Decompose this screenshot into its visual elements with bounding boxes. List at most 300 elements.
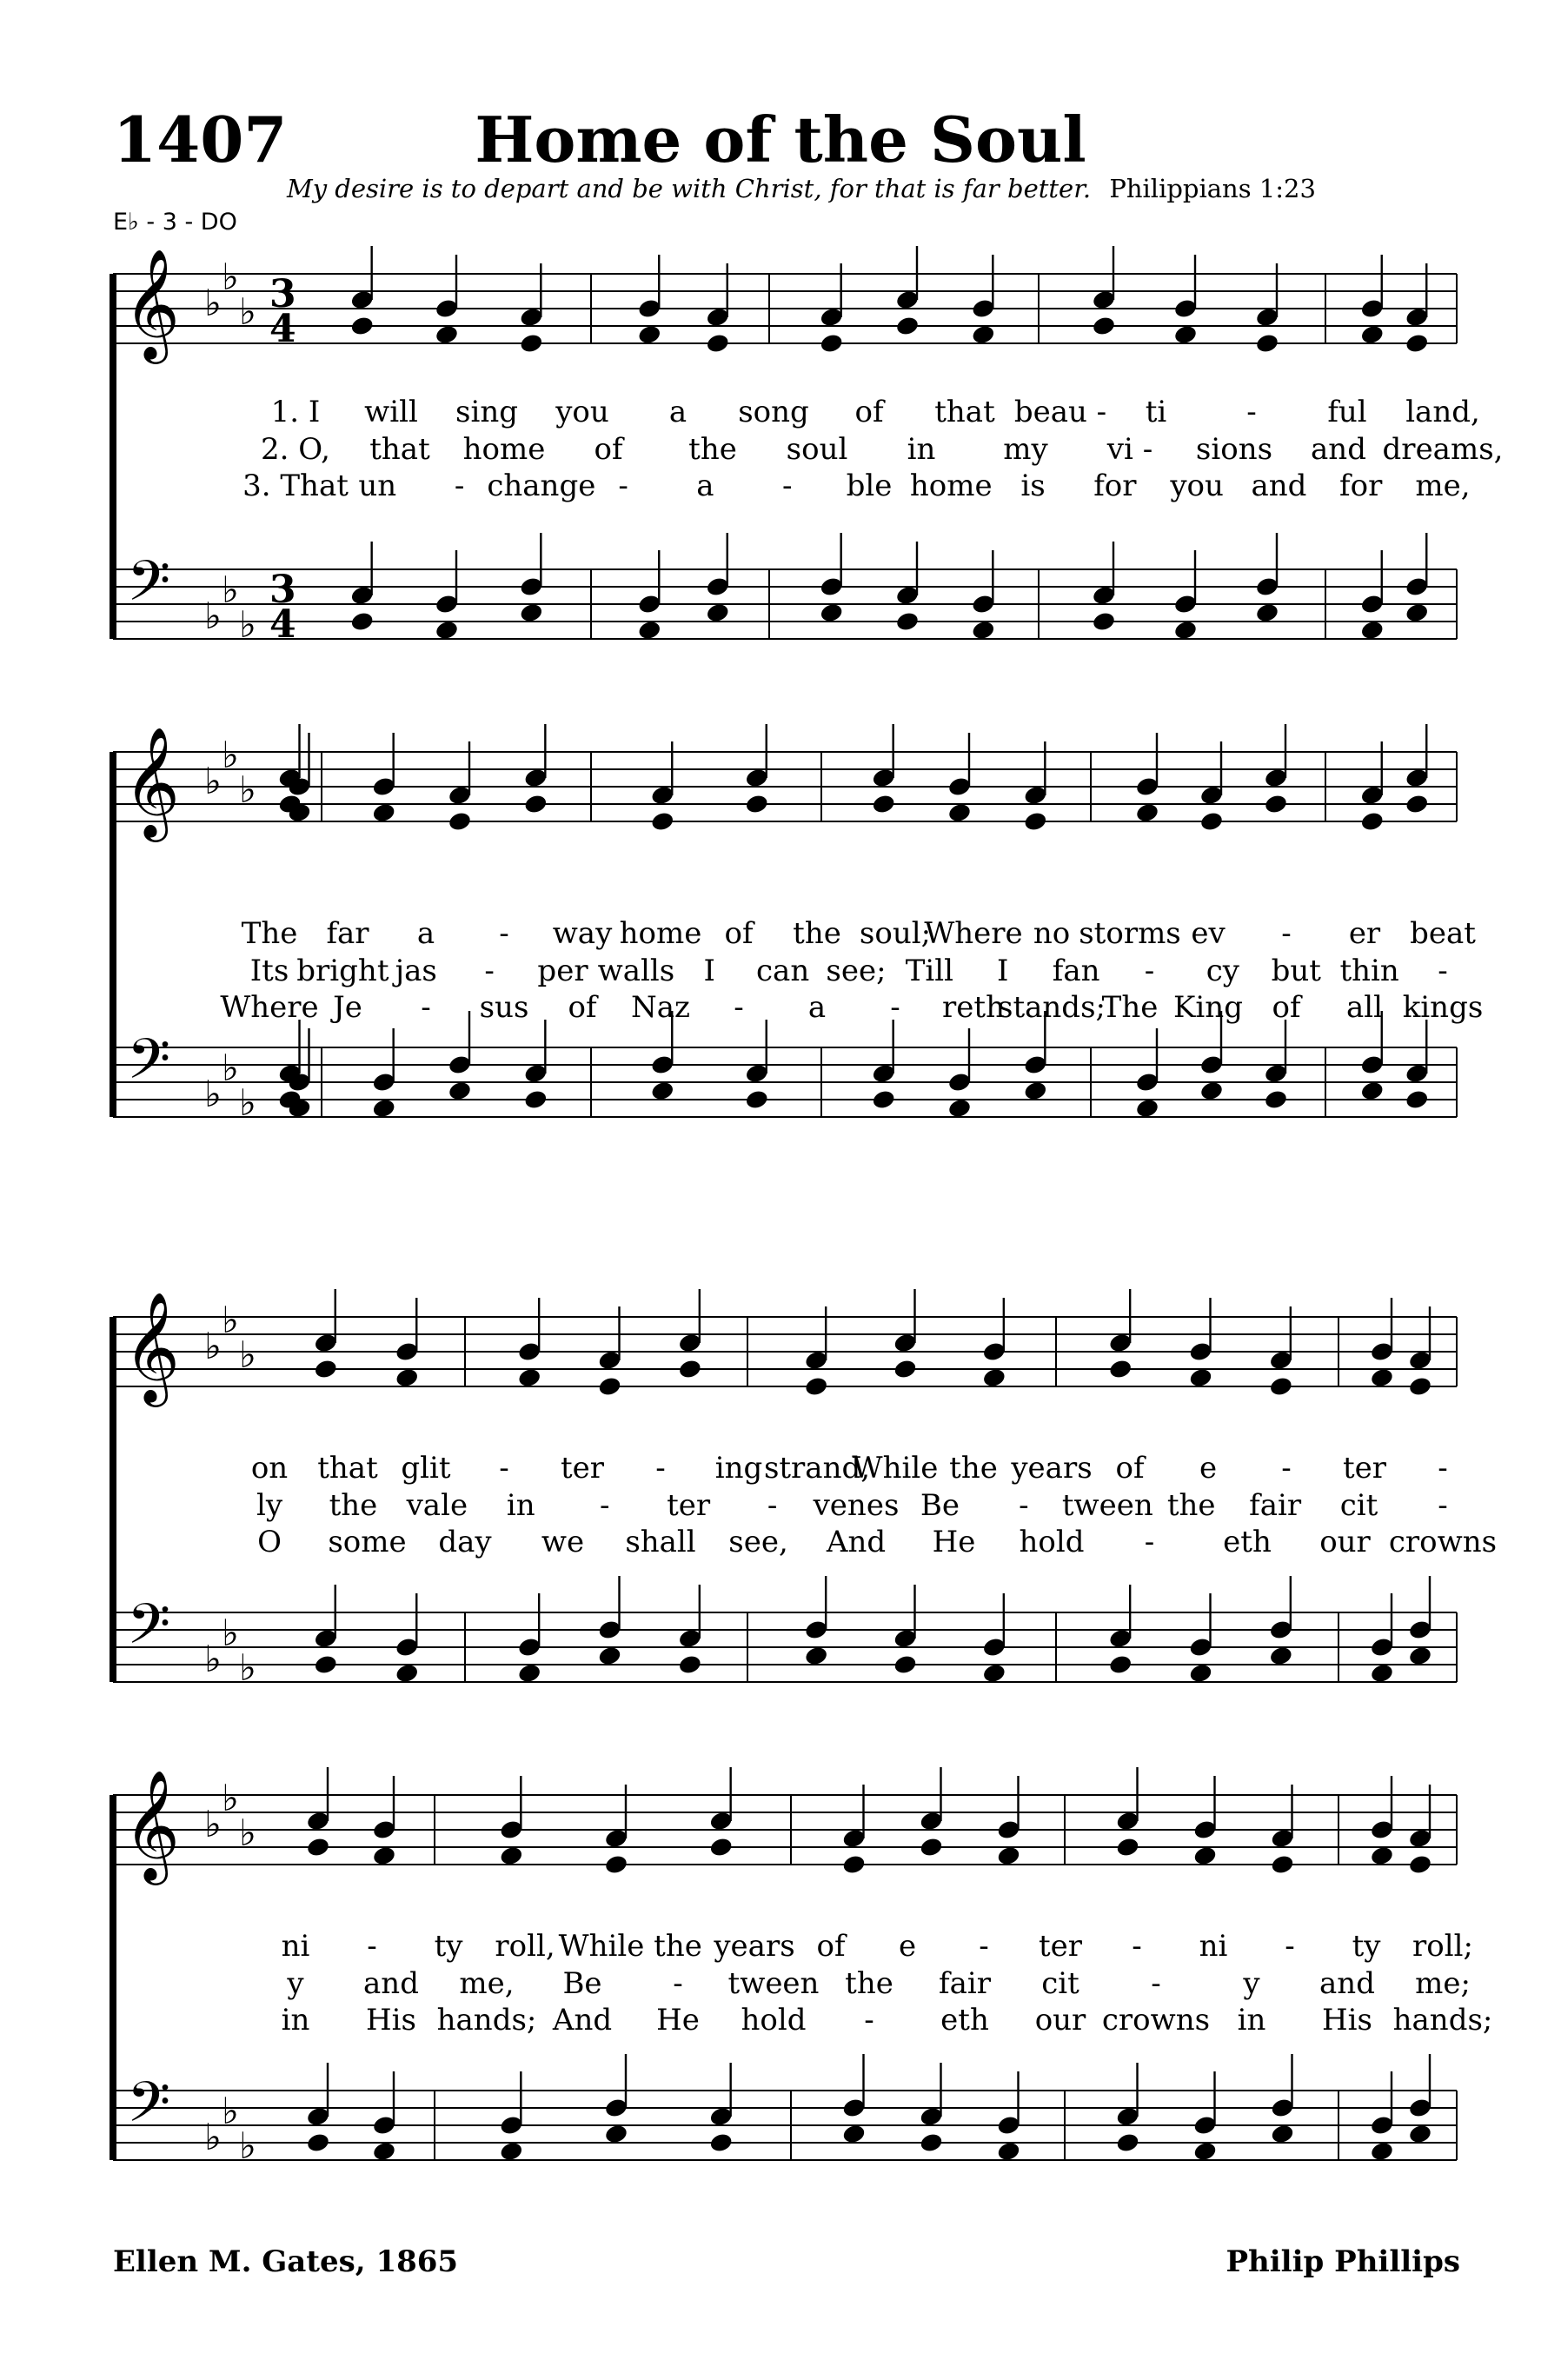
lyric-syllable: The: [1101, 990, 1159, 1025]
alto-note: [895, 315, 920, 336]
time-signature-bottom: 4: [269, 602, 296, 647]
lyric-syllable: er: [1348, 916, 1381, 951]
bass-note: [637, 619, 662, 641]
lyric-syllable: dreams,: [1382, 432, 1504, 467]
lyric-syllable: -: [864, 2003, 874, 2038]
alto-note: [1135, 801, 1160, 823]
lyric-syllable: will: [364, 395, 418, 429]
bass-note: [895, 610, 920, 632]
flat-icon: ♭: [239, 1646, 256, 1689]
lyric-syllable: I: [703, 954, 715, 988]
lyric-syllable: reth: [942, 990, 1005, 1025]
alto-note: [448, 810, 473, 832]
lyric-syllable: we: [541, 1525, 585, 1559]
lyric-syllable: walls: [597, 954, 675, 988]
lyric-syllable: cit: [1041, 1966, 1079, 2001]
lyric-syllable: -: [1151, 1966, 1161, 2001]
bass-note: [523, 1088, 548, 1110]
system-brace: [110, 1317, 116, 1682]
lyric-syllable: The: [241, 916, 298, 951]
treble-clef-icon: 𝄞: [123, 248, 181, 359]
lyric-syllable: sus: [479, 990, 529, 1025]
lyric-syllable: O: [257, 1525, 282, 1559]
bass-clef-icon: 𝄢: [127, 1027, 171, 1106]
lyric-syllable: Be: [920, 1488, 960, 1523]
lyric-syllable: the: [1166, 1488, 1216, 1523]
time-signature-bottom: 4: [269, 307, 296, 351]
lyric-syllable: shall: [625, 1525, 696, 1559]
bass-note: [650, 1080, 675, 1101]
lyric-syllable: ing: [714, 1451, 763, 1486]
lyric-syllable: home: [462, 432, 546, 467]
lyric-syllable: ter: [1342, 1451, 1387, 1486]
lyric-syllable: day: [438, 1525, 492, 1559]
alto-note: [313, 1358, 338, 1379]
lyric-syllable: the: [654, 1929, 702, 1964]
flat-icon: ♭: [239, 1081, 256, 1124]
lyric-syllable: beat: [1410, 916, 1476, 951]
lyric-syllable: and: [1319, 1966, 1375, 2001]
lyric-syllable: of: [1272, 990, 1301, 1025]
lyric-syllable: Je: [333, 990, 362, 1025]
alto-note: [819, 332, 844, 354]
lyric-syllable: in: [281, 2003, 310, 2038]
composer-credit: Philip Phillips: [1226, 2244, 1460, 2279]
lyric-syllable: ty: [1352, 1929, 1381, 1964]
lyric-syllable: far: [326, 916, 369, 951]
alto-note: [1405, 793, 1430, 814]
lyric-syllable: ni: [281, 1929, 310, 1964]
bass-note: [1135, 1097, 1160, 1119]
bass-note: [448, 1080, 473, 1101]
bass-clef-icon: 𝄢: [127, 1592, 171, 1671]
alto-note: [705, 332, 730, 354]
lyric-syllable: me,: [459, 1966, 515, 2001]
lyric-syllable: soul;: [859, 916, 932, 951]
lyric-syllable: stands;: [998, 990, 1106, 1025]
lyric-syllable: in: [506, 1488, 535, 1523]
alto-note: [1192, 1845, 1218, 1866]
bass-note: [1188, 1662, 1213, 1684]
time-signature-top: 3: [269, 272, 296, 316]
lyric-syllable: on: [250, 1451, 289, 1486]
flat-icon: ♭: [204, 1803, 222, 1845]
alto-note: [1370, 1366, 1395, 1388]
bass-note: [841, 2123, 867, 2144]
bass-note: [1270, 2123, 1295, 2144]
alto-note: [893, 1358, 918, 1379]
lyric-syllable: And: [552, 2003, 613, 2038]
bass-note: [1173, 619, 1199, 641]
lyric-syllable: -: [367, 1929, 377, 1964]
lyric-syllable: ly: [256, 1488, 283, 1523]
bass-note: [708, 2131, 734, 2153]
lyric-syllable: me;: [1415, 1966, 1471, 2001]
bass-note: [1115, 2131, 1140, 2153]
alto-note: [841, 1853, 867, 1875]
lyric-syllable: eth: [940, 2003, 989, 2038]
bass-note: [371, 1097, 396, 1119]
lyric-syllable: roll,: [495, 1929, 555, 1964]
alto-note: [971, 323, 996, 345]
lyric-syllable: And: [826, 1525, 887, 1559]
lyric-syllable: -: [734, 990, 744, 1025]
lyric-syllable: ti: [1145, 395, 1167, 429]
lyric-syllable: hold: [741, 2003, 807, 2038]
alto-note: [871, 793, 896, 814]
lyric-syllable: the: [793, 916, 841, 951]
flat-icon: ♭: [222, 1047, 239, 1089]
lyric-syllable: roll;: [1412, 1929, 1473, 1964]
lyric-syllable: ter: [667, 1488, 711, 1523]
key-label: E♭ - 3 - DO: [113, 209, 237, 236]
lyric-syllable: soul: [786, 432, 848, 467]
lyric-syllable: Naz: [631, 990, 690, 1025]
lyric-syllable: tween: [727, 1966, 820, 2001]
alto-note: [604, 1853, 629, 1875]
lyric-syllable: no: [1033, 916, 1071, 951]
flat-icon: ♭: [239, 1333, 256, 1376]
bass-note: [435, 619, 460, 641]
lyric-syllable: the: [329, 1488, 378, 1523]
lyric-syllable: song: [738, 395, 809, 429]
lyric-syllable: -: [499, 916, 509, 951]
bass-note: [1359, 1080, 1385, 1101]
lyric-syllable: land,: [1405, 395, 1480, 429]
bass-note: [996, 2140, 1021, 2162]
lyric-syllable: vale: [406, 1488, 468, 1523]
bass-note: [1092, 610, 1117, 632]
lyric-syllable: vi -: [1106, 432, 1153, 467]
lyric-syllable: fan: [1052, 954, 1100, 988]
alto-note: [1255, 332, 1280, 354]
flat-icon: ♭: [204, 282, 222, 324]
alto-note: [650, 810, 675, 832]
lyric-syllable: 3. That: [242, 469, 349, 503]
lyric-syllable: you: [1170, 469, 1224, 503]
lyric-syllable: see,: [728, 1525, 788, 1559]
bass-note: [372, 2140, 397, 2162]
lyric-syllable: kings: [1402, 990, 1484, 1025]
alto-note: [371, 801, 396, 823]
lyric-syllable: cy: [1206, 954, 1239, 988]
lyric-syllable: His: [366, 2003, 416, 2038]
hymn-number: 1407: [113, 103, 288, 176]
flat-icon: ♭: [239, 2124, 256, 2167]
bass-note: [1255, 602, 1280, 623]
alto-note: [435, 323, 460, 345]
bass-note: [871, 1088, 896, 1110]
lyric-syllable: and: [1251, 469, 1307, 503]
lyric-syllable: -: [1281, 916, 1292, 951]
bass-clef-icon: 𝄢: [127, 2071, 171, 2149]
flat-icon: ♭: [222, 2090, 239, 2132]
alto-note: [1115, 1836, 1140, 1858]
bass-note: [1405, 1088, 1430, 1110]
flat-icon: ♭: [222, 568, 239, 611]
lyric-syllable: of: [854, 395, 884, 429]
alto-note: [1370, 1845, 1395, 1866]
lyric-syllable: glit: [401, 1451, 451, 1486]
lyric-syllable: Till: [905, 954, 954, 988]
alto-note: [1408, 1853, 1433, 1875]
alto-note: [1359, 323, 1385, 345]
lyric-syllable: hands;: [1392, 2003, 1493, 2038]
lyric-syllable: of: [568, 990, 597, 1025]
lyric-syllable: -: [454, 469, 465, 503]
lyric-syllable: y: [1243, 1966, 1260, 2001]
lyric-syllable: ter: [1038, 1929, 1083, 1964]
lyric-syllable: per: [537, 954, 588, 988]
lyric-syllable: -: [599, 1488, 610, 1523]
lyric-syllable: -: [781, 469, 793, 503]
alto-note: [1268, 1375, 1293, 1397]
bass-note: [1408, 1645, 1433, 1666]
lyric-syllable: that: [369, 432, 430, 467]
lyric-syllable: you: [555, 395, 609, 429]
lyric-syllable: Be: [562, 1966, 602, 2001]
bass-clef-icon: 𝄢: [127, 549, 171, 628]
lyric-syllable: 1. I: [270, 395, 321, 429]
alto-note: [744, 793, 769, 814]
bass-note: [1264, 1088, 1289, 1110]
flat-icon: ♭: [239, 768, 256, 811]
lyric-syllable: sing: [455, 395, 518, 429]
lyric-syllable: for: [1093, 469, 1137, 503]
lyric-syllable: -: [618, 469, 628, 503]
bass-note: [971, 619, 996, 641]
lyric-syllable: -: [1144, 1525, 1155, 1559]
alto-note: [708, 1836, 734, 1858]
lyric-syllable: -: [1019, 1488, 1029, 1523]
lyric-syllable: in: [907, 432, 936, 467]
lyric-syllable: of: [594, 432, 623, 467]
lyric-syllable: of: [1115, 1451, 1145, 1486]
bass-note: [744, 1088, 769, 1110]
lyric-syllable: hold: [1019, 1525, 1085, 1559]
system-brace: [110, 1795, 116, 2160]
lyric-syllable: -: [767, 1488, 778, 1523]
flat-icon: ♭: [239, 1812, 256, 1854]
bass-note: [1108, 1653, 1133, 1675]
alto-note: [372, 1845, 397, 1866]
alto-note: [1108, 1358, 1133, 1379]
lyric-syllable: His: [1322, 2003, 1372, 2038]
lyric-syllable: beau -: [1013, 395, 1107, 429]
hymn-title: Home of the Soul: [475, 103, 1086, 176]
lyric-syllable: cit: [1339, 1488, 1378, 1523]
alto-note: [919, 1836, 944, 1858]
lyric-syllable: 2. O,: [261, 432, 330, 467]
lyric-syllable: -: [1438, 1488, 1448, 1523]
lyric-syllable: a: [696, 469, 714, 503]
flat-icon: ♭: [222, 1777, 239, 1819]
bass-note: [517, 1662, 542, 1684]
lyric-syllable: ev: [1191, 916, 1226, 951]
alto-note: [1405, 332, 1430, 354]
alto-note: [1199, 810, 1225, 832]
lyric-syllable: for: [1339, 469, 1383, 503]
alto-note: [1173, 323, 1199, 345]
lyric-syllable: all: [1345, 990, 1384, 1025]
treble-clef-icon: 𝄞: [123, 726, 181, 837]
lyric-syllable: a: [416, 916, 435, 951]
flat-icon: ♭: [204, 2116, 222, 2158]
lyric-syllable: Its: [249, 954, 289, 988]
lyric-syllable: years: [1011, 1451, 1093, 1486]
lyric-syllable: the: [688, 432, 737, 467]
alto-note: [1270, 1853, 1295, 1875]
lyric-syllable: ty: [434, 1929, 463, 1964]
alto-note: [306, 1836, 331, 1858]
lyric-syllable: strand,: [763, 1451, 871, 1486]
bass-note: [1370, 1662, 1395, 1684]
flat-icon: ♭: [204, 1073, 222, 1115]
alto-note: [519, 332, 544, 354]
flat-icon: ♭: [222, 256, 239, 298]
flat-icon: ♭: [239, 603, 256, 646]
lyric-syllable: see;: [826, 954, 887, 988]
lyric-syllable: that: [317, 1451, 378, 1486]
lyric-syllable: -: [655, 1451, 666, 1486]
lyric-syllable: storms: [1079, 916, 1181, 951]
lyric-syllable: venes: [813, 1488, 900, 1523]
bass-note: [919, 2131, 944, 2153]
bass-note: [604, 2123, 629, 2144]
lyric-syllable: y: [287, 1966, 304, 2001]
lyric-syllable: is: [1020, 469, 1046, 503]
lyric-syllable: our: [1034, 2003, 1086, 2038]
lyric-syllable: sions: [1195, 432, 1273, 467]
alto-note: [677, 1358, 702, 1379]
lyric-syllable: hands;: [436, 2003, 537, 2038]
bass-note: [1199, 1080, 1225, 1101]
lyric-syllable: fair: [1249, 1488, 1302, 1523]
flat-icon: ♭: [204, 1325, 222, 1367]
flat-icon: ♭: [239, 290, 256, 333]
bass-note: [395, 1662, 420, 1684]
lyric-syllable: -: [1438, 1451, 1448, 1486]
alto-note: [523, 793, 548, 814]
alto-note: [981, 1366, 1006, 1388]
lyric-syllable: of: [816, 1929, 846, 1964]
lyric-syllable: e: [1199, 1451, 1218, 1486]
lyric-syllable: He: [932, 1525, 976, 1559]
lyric-syllable: and: [363, 1966, 419, 2001]
bass-note: [349, 610, 375, 632]
lyric-syllable: -: [890, 990, 900, 1025]
alto-note: [1408, 1375, 1433, 1397]
lyric-syllable: King: [1173, 990, 1243, 1025]
lyric-syllable: -: [1281, 1451, 1292, 1486]
lyric-syllable: un: [358, 469, 397, 503]
flat-icon: ♭: [222, 1299, 239, 1341]
lyric-syllable: ble: [846, 469, 893, 503]
lyric-syllable: ful: [1327, 395, 1367, 429]
lyric-syllable: fair: [939, 1966, 991, 2001]
flat-icon: ♭: [222, 1612, 239, 1654]
lyric-syllable: can: [756, 954, 810, 988]
lyric-syllable: -: [499, 1451, 509, 1486]
bass-note: [819, 602, 844, 623]
lyric-syllable: ni: [1199, 1929, 1228, 1964]
epigraph-reference: Philippians 1:23: [1109, 174, 1316, 203]
lyric-syllable: eth: [1223, 1525, 1272, 1559]
bass-note: [1268, 1645, 1293, 1666]
lyric-syllable: -: [1144, 954, 1155, 988]
lyric-syllable: jas: [395, 954, 437, 988]
alto-note: [1092, 315, 1117, 336]
lyric-syllable: -: [484, 954, 495, 988]
alto-note: [517, 1366, 542, 1388]
lyric-syllable: but: [1271, 954, 1321, 988]
lyric-syllable: a: [668, 395, 688, 429]
lyric-syllable: in: [1237, 2003, 1266, 2038]
bass-note: [677, 1653, 702, 1675]
lyric-syllable: tween: [1061, 1488, 1153, 1523]
lyric-syllable: While: [852, 1451, 939, 1486]
lyric-syllable: -: [1246, 395, 1257, 429]
lyric-syllable: some: [328, 1525, 407, 1559]
alto-note: [1264, 793, 1289, 814]
lyric-syllable: e: [898, 1929, 917, 1964]
alto-note: [804, 1375, 829, 1397]
lyric-syllable: -: [979, 1929, 989, 1964]
lyric-syllable: crowns: [1101, 2003, 1211, 2038]
bass-note: [1370, 2140, 1395, 2162]
bass-note: [499, 2140, 524, 2162]
bass-note: [947, 1097, 973, 1119]
lyric-syllable: of: [724, 916, 754, 951]
alto-note: [1188, 1366, 1213, 1388]
bass-note: [981, 1662, 1006, 1684]
lyric-syllable: ter: [560, 1451, 605, 1486]
lyric-syllable: the: [845, 1966, 893, 2001]
time-signature-top: 3: [269, 568, 296, 612]
lyric-syllable: our: [1319, 1525, 1371, 1559]
lyric-syllable: -: [1132, 1929, 1142, 1964]
lyric-syllable: While: [558, 1929, 645, 1964]
bass-note: [804, 1645, 829, 1666]
lyric-syllable: me,: [1415, 469, 1471, 503]
flat-icon: ♭: [204, 595, 222, 637]
lyric-syllable: way: [552, 916, 613, 951]
lyric-syllable: change: [487, 469, 596, 503]
treble-clef-icon: 𝄞: [123, 1769, 181, 1880]
lyric-syllable: years: [714, 1929, 795, 1964]
lyric-syllable: I: [997, 954, 1009, 988]
flat-icon: ♭: [222, 734, 239, 776]
bass-note: [1408, 2123, 1433, 2144]
lyric-syllable: crowns: [1388, 1525, 1498, 1559]
lyric-syllable: the: [949, 1451, 998, 1486]
alto-note: [499, 1845, 524, 1866]
lyric-syllable: He: [656, 2003, 700, 2038]
lyric-syllable: my: [1003, 432, 1048, 467]
lyric-syllable: home: [909, 469, 993, 503]
bass-note: [1359, 619, 1385, 641]
flat-icon: ♭: [204, 1638, 222, 1680]
lyric-syllable: thin: [1339, 954, 1399, 988]
lyric-syllable: -: [1285, 1929, 1295, 1964]
bass-note: [306, 2131, 331, 2153]
lyric-syllable: bright: [296, 954, 389, 988]
alto-note: [947, 801, 973, 823]
lyric-syllable: Where: [924, 916, 1023, 951]
lyric-syllable: Where: [220, 990, 319, 1025]
lyric-syllable: -: [673, 1966, 683, 2001]
bass-note: [893, 1653, 918, 1675]
